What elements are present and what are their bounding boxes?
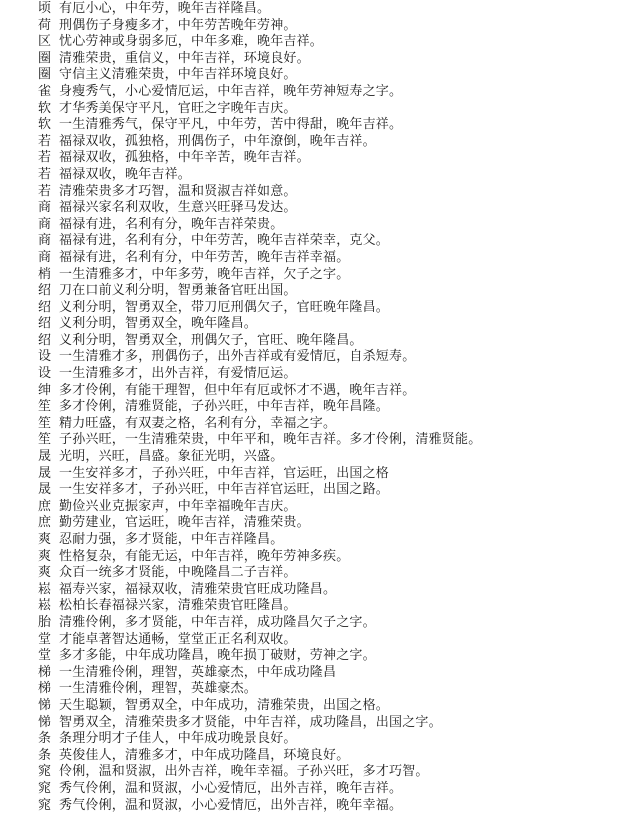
entry-meaning: 子孙兴旺，一生清雅荣贵，中年平和，晚年吉祥。多才伶俐，清雅贤能。	[55, 432, 481, 449]
list-item	[38, 366, 618, 383]
list-item	[38, 665, 618, 682]
list-item	[38, 1, 618, 18]
entry-meaning: 一生清雅秀气，保守平凡，中年劳，苦中得甜，晚年吉祥。	[55, 117, 402, 134]
entry-meaning: 清雅荣贵多才巧智，温和贤淑吉祥如意。	[55, 184, 297, 201]
entry-meaning: 清雅伶俐，多才贤能，中年吉祥，成功隆昌欠子之字。	[55, 615, 376, 632]
entry-character: 笙	[38, 432, 55, 449]
list-item	[38, 499, 618, 516]
list-item	[38, 482, 618, 499]
entry-meaning: 有厄小心，中年劳，晚年吉祥隆昌。	[55, 1, 270, 18]
list-item	[38, 449, 618, 466]
list-item	[38, 34, 618, 51]
entry-character: 爽	[38, 565, 55, 582]
list-item	[38, 798, 618, 814]
entry-meaning: 刀在口前义利分明，智勇兼备官旺出国。	[55, 283, 297, 300]
entry-character: 崧	[38, 582, 55, 599]
entry-meaning: 福禄双收，晚年吉祥。	[55, 167, 191, 184]
entry-meaning: 福禄有进，名利有分，中年劳苦，晚年吉祥幸福。	[55, 250, 349, 267]
entry-meaning: 福禄有进，名利有分，中年劳苦，晚年吉祥荣幸，克父。	[55, 233, 389, 250]
entry-meaning: 清雅荣贵，重信义，中年吉祥，环境良好。	[55, 51, 310, 68]
entry-meaning: 才能卓著智达通畅，堂堂正正名利双收。	[55, 632, 297, 649]
list-item	[38, 349, 618, 366]
list-item	[38, 233, 618, 250]
entry-meaning: 一生清雅多才，出外吉祥，有爱情厄运。	[55, 366, 297, 383]
entry-meaning: 一生安祥多才，子孙兴旺，中年吉祥官运旺，出国之路。	[55, 482, 389, 499]
entry-character: 堂	[38, 632, 55, 649]
list-item	[38, 399, 618, 416]
entry-character: 笙	[38, 399, 55, 416]
entry-character: 绍	[38, 316, 55, 333]
entry-character: 商	[38, 250, 55, 267]
entry-meaning: 一生清雅伶俐，理智，英雄豪杰。	[55, 681, 257, 698]
entry-meaning: 义利分明，智勇双全，刑偶欠子，官旺、晚年隆昌。	[55, 333, 363, 350]
entry-meaning: 福寿兴家，福禄双收，清雅荣贵官旺成功隆昌。	[55, 582, 336, 599]
list-item	[38, 283, 618, 300]
entry-meaning: 众百一统多才贤能，中晚隆昌二子吉祥。	[55, 565, 297, 582]
entry-character: 崧	[38, 598, 55, 615]
entry-meaning: 福禄双收，孤独格，中年辛苦，晚年吉祥。	[55, 150, 310, 167]
list-item	[38, 250, 618, 267]
entry-character: 爽	[38, 549, 55, 566]
entry-meaning: 身瘦秀气，小心爱情厄运，中年吉祥，晚年劳神短寿之字。	[55, 84, 402, 101]
entry-character: 若	[38, 134, 55, 151]
list-item	[38, 416, 618, 433]
entry-character: 窕	[38, 781, 55, 798]
list-item	[38, 615, 618, 632]
entry-meaning: 光明，兴旺，昌盛。象征光明，兴盛。	[55, 449, 283, 466]
entry-character: 荷	[38, 18, 55, 35]
entry-meaning: 精力旺盛，有双妻之格，名利有分，幸福之字。	[55, 416, 336, 433]
list-item	[38, 748, 618, 765]
entry-meaning: 才华秀美保守平凡，官旺之字晚年吉庆。	[55, 101, 297, 118]
entry-meaning: 一生清雅才多，刑偶伤子，出外吉祥或有爱情厄，自杀短寿。	[55, 349, 415, 366]
entry-character: 商	[38, 200, 55, 217]
list-item	[38, 117, 618, 134]
entry-character: 晟	[38, 482, 55, 499]
list-item	[38, 632, 618, 649]
list-item	[38, 267, 618, 284]
list-item	[38, 698, 618, 715]
entry-character: 笙	[38, 416, 55, 433]
entry-meaning: 天生聪颖，智勇双全，中年成功，清雅荣贵，出国之格。	[55, 698, 389, 715]
list-item	[38, 432, 618, 449]
entry-character: 软	[38, 101, 55, 118]
entry-character: 绍	[38, 300, 55, 317]
entry-character: 堂	[38, 648, 55, 665]
entry-meaning: 忍耐力强，多才贤能，中年吉祥隆昌。	[55, 532, 283, 549]
list-item	[38, 731, 618, 748]
entry-character: 雀	[38, 84, 55, 101]
entry-character: 商	[38, 233, 55, 250]
entry-character: 窕	[38, 798, 55, 814]
entry-meaning: 福禄有进，名利有分，晚年吉祥荣贵。	[55, 217, 283, 234]
list-item	[38, 67, 618, 84]
list-item	[38, 466, 618, 483]
entry-meaning: 多才多能，中年成功隆昌，晚年损丁破财，劳神之字。	[55, 648, 376, 665]
name-meaning-list	[38, 1, 618, 814]
entry-character: 绍	[38, 283, 55, 300]
list-item	[38, 715, 618, 732]
entry-character: 若	[38, 184, 55, 201]
entry-character: 晟	[38, 449, 55, 466]
entry-meaning: 福禄双收，孤独格，刑偶伤子，中年潦倒，晚年吉祥。	[55, 134, 376, 151]
list-item	[38, 217, 618, 234]
entry-meaning: 福禄兴家名利双收，生意兴旺驿马发达。	[55, 200, 297, 217]
entry-character: 设	[38, 366, 55, 383]
entry-character: 设	[38, 349, 55, 366]
entry-character: 悌	[38, 698, 55, 715]
list-item	[38, 781, 618, 798]
entry-character: 梯	[38, 665, 55, 682]
list-item	[38, 200, 618, 217]
entry-meaning: 义利分明，智勇双全，带刀厄刑偶欠子，官旺晚年隆昌。	[55, 300, 389, 317]
entry-meaning: 义利分明，智勇双全，晚年隆昌。	[55, 316, 257, 333]
entry-character: 梯	[38, 681, 55, 698]
entry-character: 绍	[38, 333, 55, 350]
list-item	[38, 565, 618, 582]
entry-meaning: 英俊佳人，清雅多才，中年成功隆昌，环境良好。	[55, 748, 349, 765]
entry-meaning: 守信主义清雅荣贵，中年吉祥环境良好。	[55, 67, 297, 84]
entry-meaning: 一生清雅伶俐，理智，英雄豪杰，中年成功隆昌	[55, 665, 336, 682]
entry-character: 顷	[38, 1, 55, 18]
entry-meaning: 条理分明才子佳人，中年成功晚景良好。	[55, 731, 297, 748]
list-item	[38, 167, 618, 184]
entry-meaning: 勤劳建业，官运旺，晚年吉祥，清雅荣贵。	[55, 515, 310, 532]
entry-character: 区	[38, 34, 55, 51]
entry-meaning: 多才伶俐，有能干理智，但中年有厄或怀才不遇，晚年吉祥。	[55, 383, 415, 400]
entry-character: 商	[38, 217, 55, 234]
list-item	[38, 681, 618, 698]
list-item	[38, 184, 618, 201]
entry-character: 条	[38, 748, 55, 765]
entry-meaning: 勤俭兴业克振家声，中年幸福晚年吉庆。	[55, 499, 297, 516]
list-item	[38, 134, 618, 151]
entry-character: 窕	[38, 764, 55, 781]
list-item	[38, 582, 618, 599]
list-item	[38, 101, 618, 118]
list-item	[38, 333, 618, 350]
list-item	[38, 51, 618, 68]
entry-character: 梢	[38, 267, 55, 284]
list-item	[38, 383, 618, 400]
entry-meaning: 一生清雅多才，中年多劳，晚年吉祥，欠子之字。	[55, 267, 349, 284]
entry-meaning: 智勇双全，清雅荣贵多才贤能，中年吉祥，成功隆昌，出国之字。	[55, 715, 442, 732]
entry-character: 软	[38, 117, 55, 134]
entry-character: 若	[38, 167, 55, 184]
list-item	[38, 648, 618, 665]
entry-character: 晟	[38, 466, 55, 483]
entry-character: 绅	[38, 383, 55, 400]
entry-character: 庶	[38, 499, 55, 516]
entry-character: 悌	[38, 715, 55, 732]
list-item	[38, 18, 618, 35]
entry-character: 条	[38, 731, 55, 748]
entry-character: 若	[38, 150, 55, 167]
list-item	[38, 300, 618, 317]
entry-character: 胎	[38, 615, 55, 632]
list-item	[38, 532, 618, 549]
list-item	[38, 764, 618, 781]
entry-meaning: 松柏长春福禄兴家，清雅荣贵官旺隆昌。	[55, 598, 297, 615]
entry-meaning: 刑偶伤子身瘦多才，中年劳苦晚年劳神。	[55, 18, 297, 35]
list-item	[38, 598, 618, 615]
entry-meaning: 秀气伶俐，温和贤淑，小心爱情厄，出外吉祥，晚年幸福。	[55, 798, 402, 814]
list-item	[38, 549, 618, 566]
list-item	[38, 316, 618, 333]
entry-character: 庶	[38, 515, 55, 532]
list-item	[38, 84, 618, 101]
entry-meaning: 多才伶俐，清雅贤能，子孙兴旺，中年吉祥，晚年昌隆。	[55, 399, 389, 416]
entry-meaning: 性格复杂，有能无运，中年吉祥，晚年劳神多疾。	[55, 549, 349, 566]
list-item	[38, 150, 618, 167]
list-item	[38, 515, 618, 532]
entry-meaning: 伶俐，温和贤淑，出外吉祥，晚年幸福。子孙兴旺，多才巧智。	[55, 764, 429, 781]
entry-character: 爽	[38, 532, 55, 549]
entry-meaning: 一生安祥多才，子孙兴旺，中年吉祥，官运旺，出国之格	[55, 466, 389, 483]
entry-meaning: 忧心劳神或身弱多厄，中年多难，晚年吉祥。	[55, 34, 323, 51]
entry-character: 圈	[38, 51, 55, 68]
entry-meaning: 秀气伶俐，温和贤淑，小心爱情厄，出外吉祥，晚年吉祥。	[55, 781, 402, 798]
entry-character: 圈	[38, 67, 55, 84]
